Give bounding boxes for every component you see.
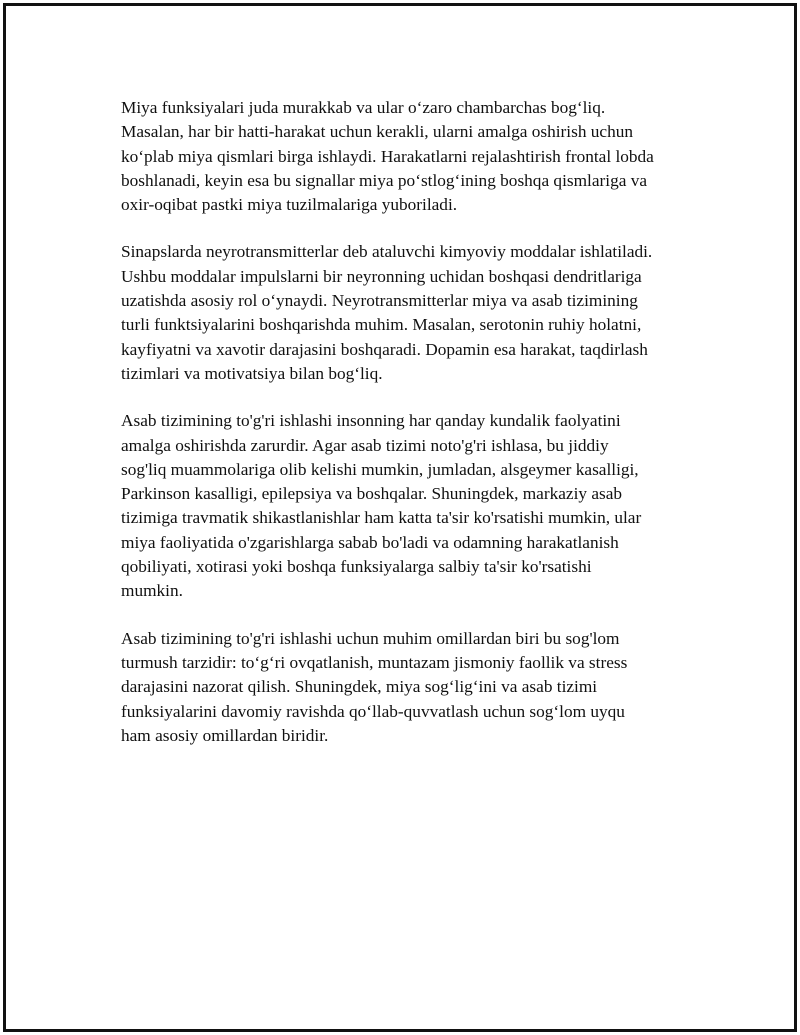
paragraph-brain-functions: Miya funksiyalari juda murakkab va ular o‘zaro chambarchas bog‘liq. Masalan, har bir hatti-harakat uchun kerakli, ularni amalga oshirish uchun ko‘plab miya qismlari birga ishlaydi. Harakatlarni rejalashtirish frontal lobda boshlanadi, keyin esa bu signallar miya po‘stlog‘ining boshqa qismlariga va oxir-oqibat pastki miya tuzilmalariga yuboriladi. bbox=[121, 98, 654, 215]
paragraph-healthy-lifestyle: Asab tizimining to'g'ri ishlashi uchun muhim omillardan biri bu sog'lom turmush tarzidir: to‘g‘ri ovqatlanish, muntazam jismoniy faollik va stress darajasini nazorat qilish. Shuningdek, miya sog‘lig‘ini va asab tizimi funksiyalarini davomiy ravishda qo‘llab-quvvatlash uchun sog‘lom uyqu ham asosiy omillardan biridir. bbox=[121, 628, 628, 745]
paragraph-neurotransmitters: Sinapslarda neyrotransmitterlar deb ataluvchi kimyoviy moddalar ishlatiladi. Ushbu moddalar impulslarni bir neyronning uchidan boshqasi dendritlariga uzatishda asosiy rol o‘ynaydi. Neyrotransmitterlar miya va asab tizimining turli funktsiyalarini boshqarishda muhim. Masalan, serotonin ruhiy holatni, kayfiyatni va xavotir darajasini boshqaradi. Dopamin esa harakat, taqdirlash tizimlari va motivatsiya bilan bog‘liq. bbox=[121, 242, 653, 383]
document-page bbox=[3, 3, 797, 1032]
document-body bbox=[121, 96, 701, 771]
paragraph-nervous-system-health: Asab tizimining to'g'ri ishlashi insonning har qanday kundalik faolyatini amalga oshirishda zarurdir. Agar asab tizimi noto'g'ri ishlasa, bu jiddiy sog'liq muammolariga olib kelishi mumkin, jumladan, alsgeymer kasalligi, Parkinson kasalligi, epilepsiya va boshqalar. Shuningdek, markaziy asab tizimiga travmatik shikastlanishlar ham katta ta'sir ko'rsatishi mumkin, ular miya faoliyatida o'zgarishlarga sabab bo'ladi va odamning harakatlanish qobiliyati, xotirasi yoki boshqa funksiyalarga salbiy ta'sir ko'rsatishi mumkin. bbox=[121, 411, 642, 601]
